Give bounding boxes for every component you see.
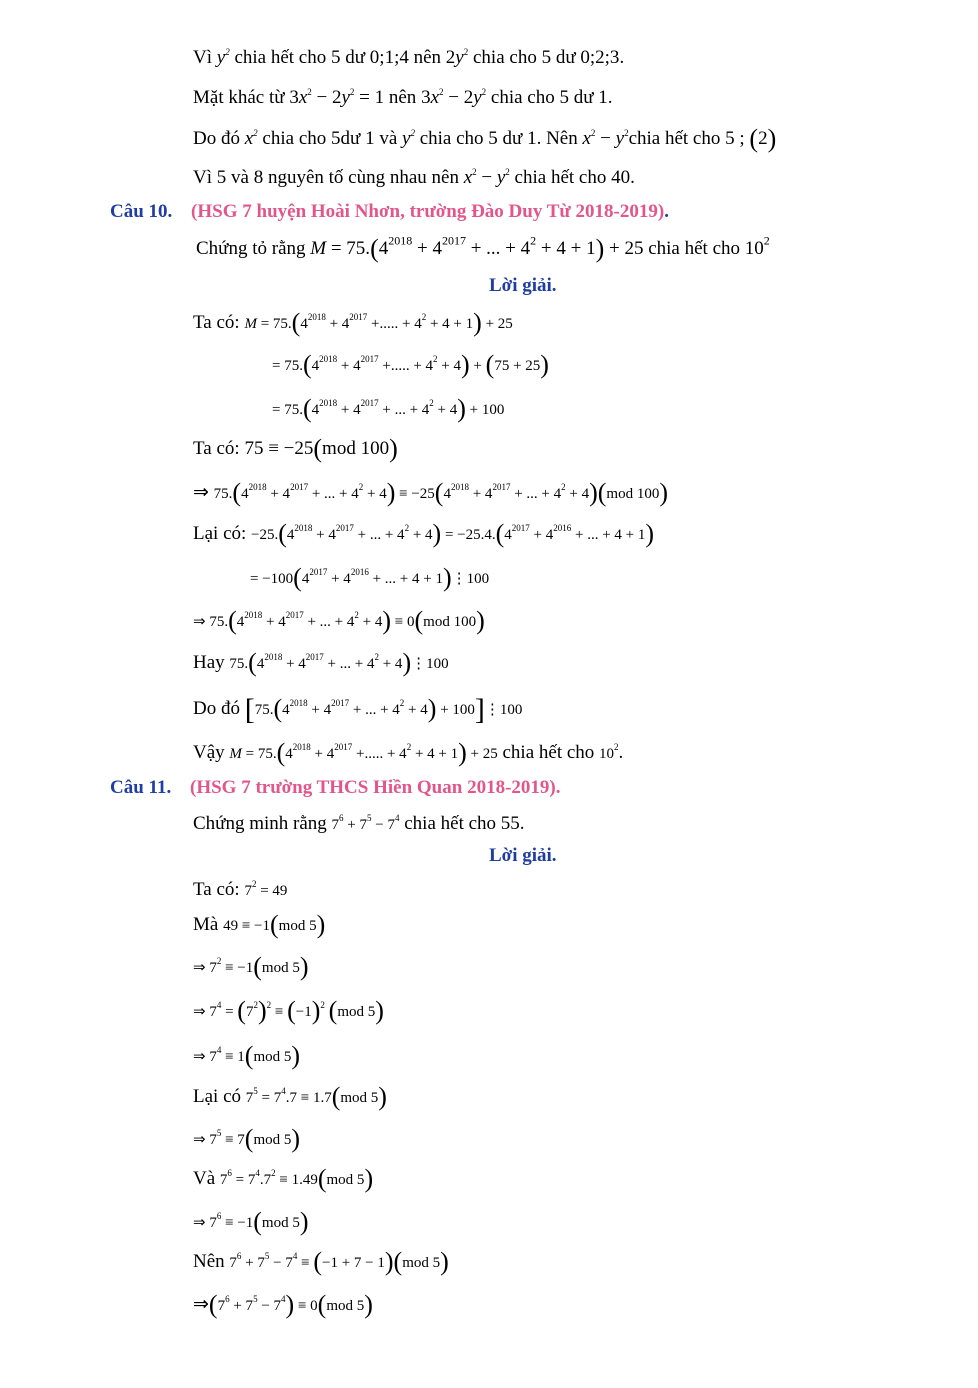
q11-step-4: ⇒ $7^4 = (7^2)^2 \equiv (-1)^2$ (mod 5) bbox=[193, 996, 384, 1025]
q10-conclusion: Vậy $M = 75.(4^{2018} + 4^{2017}$ +..... + $4^2 + 4 + 1) + 25$ chia hết cho $10^2$. bbox=[193, 738, 624, 767]
q10-step-7: = $-100(4^{2017} + 4^{2016}$ + ... + 4 + 1)⋮100 bbox=[250, 563, 490, 592]
q11-step-11: $\Rightarrow(7^6 + 7^5 - 7^4) \equiv 0(mod$ 5) bbox=[193, 1290, 373, 1319]
q11-step-9: ⇒ $7^6 \equiv -1(mod$ 5) bbox=[193, 1207, 309, 1236]
q11-step-3: ⇒ $7^2 \equiv -1(mod$ 5) bbox=[193, 952, 309, 981]
text-line-2: Mặt khác từ $3x^2 - 2y^2 = 1$ nên $3x^2 - 2y^2$ chia cho 5 dư 1. bbox=[193, 86, 613, 108]
q10-step-10: Do đó [$75.(4^{2018} + 4^{2017}$ + ... + $4^2 + 4$) + 100]⋮100 bbox=[193, 693, 523, 726]
question-11-prompt: Chứng minh rằng $7^6 + 7^5 - 7^4$ chia hết cho 55. bbox=[193, 812, 525, 834]
question-11-source: (HSG 7 trường THCS Hiền Quan 2018-2019). bbox=[190, 777, 561, 798]
q11-step-1: Ta có: $7^2 = 49$ bbox=[193, 878, 288, 900]
q10-step-6: Lại có: $-25.(4^{2018} + 4^{2017}$ + ... + $4^2 + 4) = -25.4.(4^{2017} + 4^{2016}$ + ... + 4 + 1) bbox=[193, 519, 655, 548]
text-line-4: Vì 5 và 8 nguyên tố cùng nhau nên $x^2 - y^2$ chia hết cho 40. bbox=[193, 166, 635, 188]
question-10-header: Câu 10. (HSG 7 huyện Hoài Nhơn, trường Đào Duy Từ 2018-2019). bbox=[110, 201, 669, 222]
text-line-1: Vì $y^2$ chia hết cho 5 dư 0;1;4 nên $2y^2$ chia cho 5 dư 0;2;3. bbox=[193, 46, 625, 68]
question-10-label: Câu 10. bbox=[110, 201, 173, 222]
question-10-source: (HSG 7 huyện Hoài Nhơn, trường Đào Duy Từ 2018-2019) bbox=[191, 201, 665, 222]
question-11-header bbox=[110, 778, 560, 797]
text-line-3: Do đó $x^2$ chia cho 5dư 1 và $y^2$ chia cho 5 dư 1. Nên $x^2$ − $y^2chia$ hết cho 5 ; (2) bbox=[193, 124, 777, 153]
q11-step-2: Mà 49 ≡ −1(mod 5) bbox=[193, 910, 326, 939]
question-10-prompt: Chứng tỏ rằng $M = 75.(4^{2018} + 4^{2017}$ + ... + $4^2 + 4 + 1) + 25$ chia hết cho $10^2$ bbox=[196, 233, 770, 263]
q11-step-5: ⇒ $7^4 \equiv 1(mod$ 5) bbox=[193, 1041, 301, 1070]
q10-step-4: Ta có: 75 ≡ −25(mod 100) bbox=[193, 434, 398, 463]
q11-step-8: Và $7^6 = 7^4.7^2 \equiv 1.49(mod$ 5) bbox=[193, 1164, 374, 1193]
q10-step-8: ⇒ $75.(4^{2018} + 4^{2017}$ + ... + $4^2 + 4) \equiv 0(mod$ 100) bbox=[193, 606, 485, 635]
q10-step-3: = $75.(4^{2018} + 4^{2017}$ + ... + $4^2 + 4) + 100$ bbox=[272, 394, 505, 423]
q11-step-10: Nên $7^6 + 7^5 - 7^4 \equiv (-1 + 7 - 1)(mod$ 5) bbox=[193, 1247, 449, 1276]
question-11-label: Câu 11. bbox=[110, 777, 172, 798]
q10-step-9: Hay $75.(4^{2018} + 4^{2017}$ + ... + $4^2$ + 4)⋮100 bbox=[193, 648, 449, 677]
q10-step-5: ⇒ $75.(4^{2018} + 4^{2017}$ + ... + $4^2 + 4) \equiv -25(4^{2018} + 4^{2017}$ + ... + $4^2 + 4)(mod$ 100) bbox=[193, 478, 669, 507]
q11-step-7: ⇒ $7^5 \equiv 7(mod$ 5) bbox=[193, 1124, 301, 1153]
question-10-solution-heading: Lời giải. bbox=[489, 275, 557, 296]
q10-step-2: = $75.(4^{2018} + 4^{2017}$ +..... + $4^2 + 4) + (75 + 25)$ bbox=[272, 350, 549, 379]
question-11-solution-heading: Lời giải. bbox=[489, 845, 557, 866]
q10-step-1: Ta có: $M = 75.(4^{2018} + 4^{2017}$ +..... + $4^2 + 4 + 1) + 25$ bbox=[193, 308, 513, 337]
q11-step-6: Lại có $7^5 = 7^4.7 \equiv 1.7(mod$ 5) bbox=[193, 1082, 387, 1111]
